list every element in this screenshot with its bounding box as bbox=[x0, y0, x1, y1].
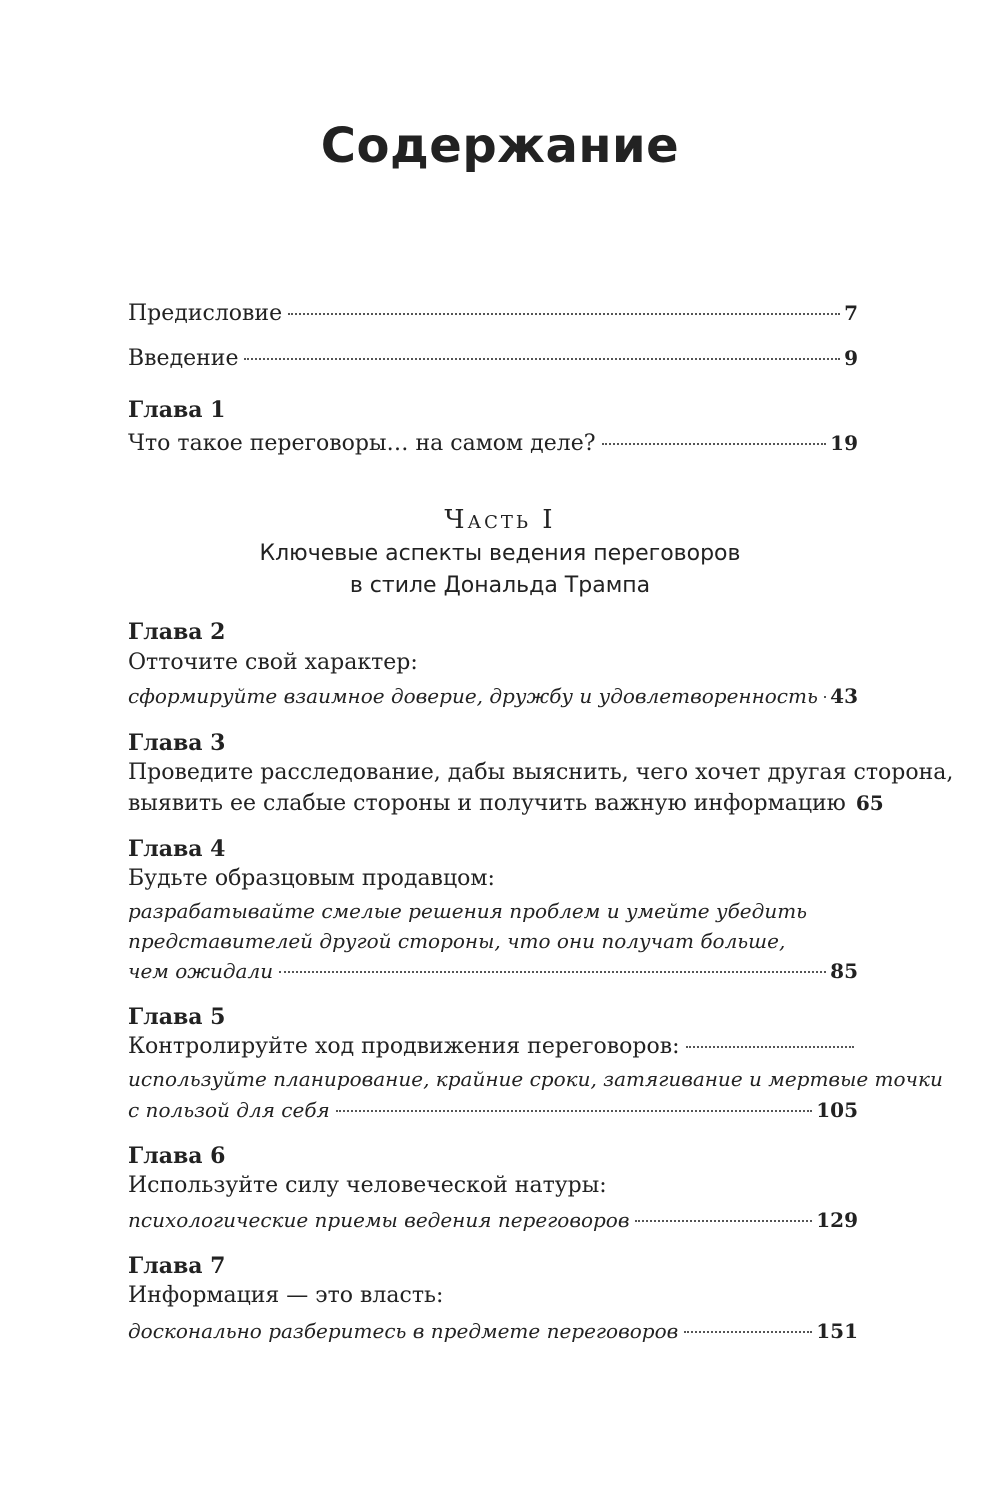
chapter-7-subtitle bbox=[128, 1281, 858, 1311]
chapter-6-label: Глава 6 bbox=[128, 1143, 226, 1169]
toc-entry-label: Контролируйте ход продвижения переговоров: bbox=[128, 1034, 680, 1059]
toc-entry-chapter-6[interactable] bbox=[128, 1205, 858, 1235]
page-number: 129 bbox=[816, 1208, 858, 1232]
dot-leader bbox=[336, 1110, 812, 1112]
toc-entry-chapter-3[interactable] bbox=[128, 788, 884, 819]
page-number: 151 bbox=[816, 1319, 858, 1343]
chapter-4-line-3 bbox=[128, 926, 858, 956]
chapter-5-subtitle bbox=[128, 1032, 858, 1062]
page-number: 105 bbox=[816, 1098, 858, 1122]
toc-entry-chapter-7[interactable] bbox=[128, 1316, 858, 1346]
toc-entry-preface[interactable] bbox=[128, 298, 858, 329]
chapter-3-subtitle bbox=[128, 758, 954, 788]
toc-entry-label: Введение bbox=[128, 346, 239, 371]
toc-entry-intro[interactable] bbox=[128, 343, 858, 374]
page-number: 7 bbox=[844, 301, 858, 325]
toc-entry-label: чем ожидали bbox=[128, 959, 274, 983]
page-number: 43 bbox=[830, 684, 858, 708]
chapter-4-subtitle bbox=[128, 864, 858, 894]
dot-leader bbox=[279, 971, 826, 973]
chapter-7-label: Глава 7 bbox=[128, 1253, 226, 1279]
page-number: 19 bbox=[830, 431, 858, 455]
toc-entry-label: с пользой для себя bbox=[128, 1098, 330, 1122]
chapter-5-label: Глава 5 bbox=[128, 1004, 226, 1030]
toc-entry-label: используйте планирование, крайние сроки, затягивание и мертвые точки bbox=[128, 1067, 943, 1091]
dot-leader bbox=[684, 1331, 812, 1333]
toc-entry-label: Используйте силу человеческой натуры: bbox=[128, 1173, 607, 1198]
dot-leader bbox=[635, 1220, 812, 1222]
part-title-line-1: Ключевые аспекты ведения переговоров bbox=[259, 541, 741, 566]
toc-entry-label: Предисловие bbox=[128, 301, 283, 326]
toc-entry-label: психологические приемы ведения переговоров bbox=[128, 1208, 630, 1232]
toc-entry-label: разрабатывайте смелые решения проблем и умейте убедить bbox=[128, 899, 808, 923]
page-number: 85 bbox=[830, 959, 858, 983]
toc-entry-label: Проведите расследование, дабы выяснить, чего хочет другая сторона, bbox=[128, 760, 954, 785]
toc-entry-chapter-4[interactable] bbox=[128, 956, 858, 986]
toc-entry-label: Информация — это власть: bbox=[128, 1283, 444, 1308]
chapter-4-line-2 bbox=[128, 896, 858, 926]
chapter-6-subtitle bbox=[128, 1171, 858, 1201]
toc-entry-chapter-2[interactable] bbox=[128, 681, 858, 711]
page-number: 9 bbox=[844, 346, 858, 370]
chapter-5-line-2 bbox=[128, 1064, 943, 1094]
chapter-3-label: Глава 3 bbox=[128, 730, 226, 756]
page-title: Содержание bbox=[320, 118, 680, 174]
toc-entry-chapter-5[interactable] bbox=[128, 1095, 858, 1125]
dot-leader bbox=[602, 443, 827, 445]
dot-leader bbox=[824, 696, 826, 698]
toc-entry-label: Будьте образцовым продавцом: bbox=[128, 866, 495, 891]
toc-entry-label: Отточите свой характер: bbox=[128, 650, 418, 675]
chapter-1-label: Глава 1 bbox=[128, 397, 226, 423]
toc-entry-label: выявить ее слабые стороны и получить важную информацию bbox=[128, 791, 846, 816]
toc-entry-label: представителей другой стороны, что они получат больше, bbox=[128, 929, 786, 953]
part-label: Часть I bbox=[444, 505, 556, 535]
page-number: 65 bbox=[855, 791, 884, 815]
toc-entry-label: сформируйте взаимное доверие, дружбу и удовлетворенность bbox=[128, 684, 818, 708]
toc-entry-label: досконально разберитесь в предмете переговоров bbox=[128, 1319, 679, 1343]
chapter-4-label: Глава 4 bbox=[128, 836, 226, 862]
dot-leader bbox=[686, 1046, 855, 1048]
toc-entry-chapter-1[interactable] bbox=[128, 428, 858, 459]
toc-entry-label: Что такое переговоры… на самом деле? bbox=[128, 431, 596, 456]
part-title-line-2: в стиле Дональда Трампа bbox=[349, 573, 651, 598]
chapter-2-label: Глава 2 bbox=[128, 619, 226, 645]
dot-leader bbox=[244, 358, 840, 360]
chapter-2-subtitle bbox=[128, 648, 858, 678]
dot-leader bbox=[288, 313, 840, 315]
